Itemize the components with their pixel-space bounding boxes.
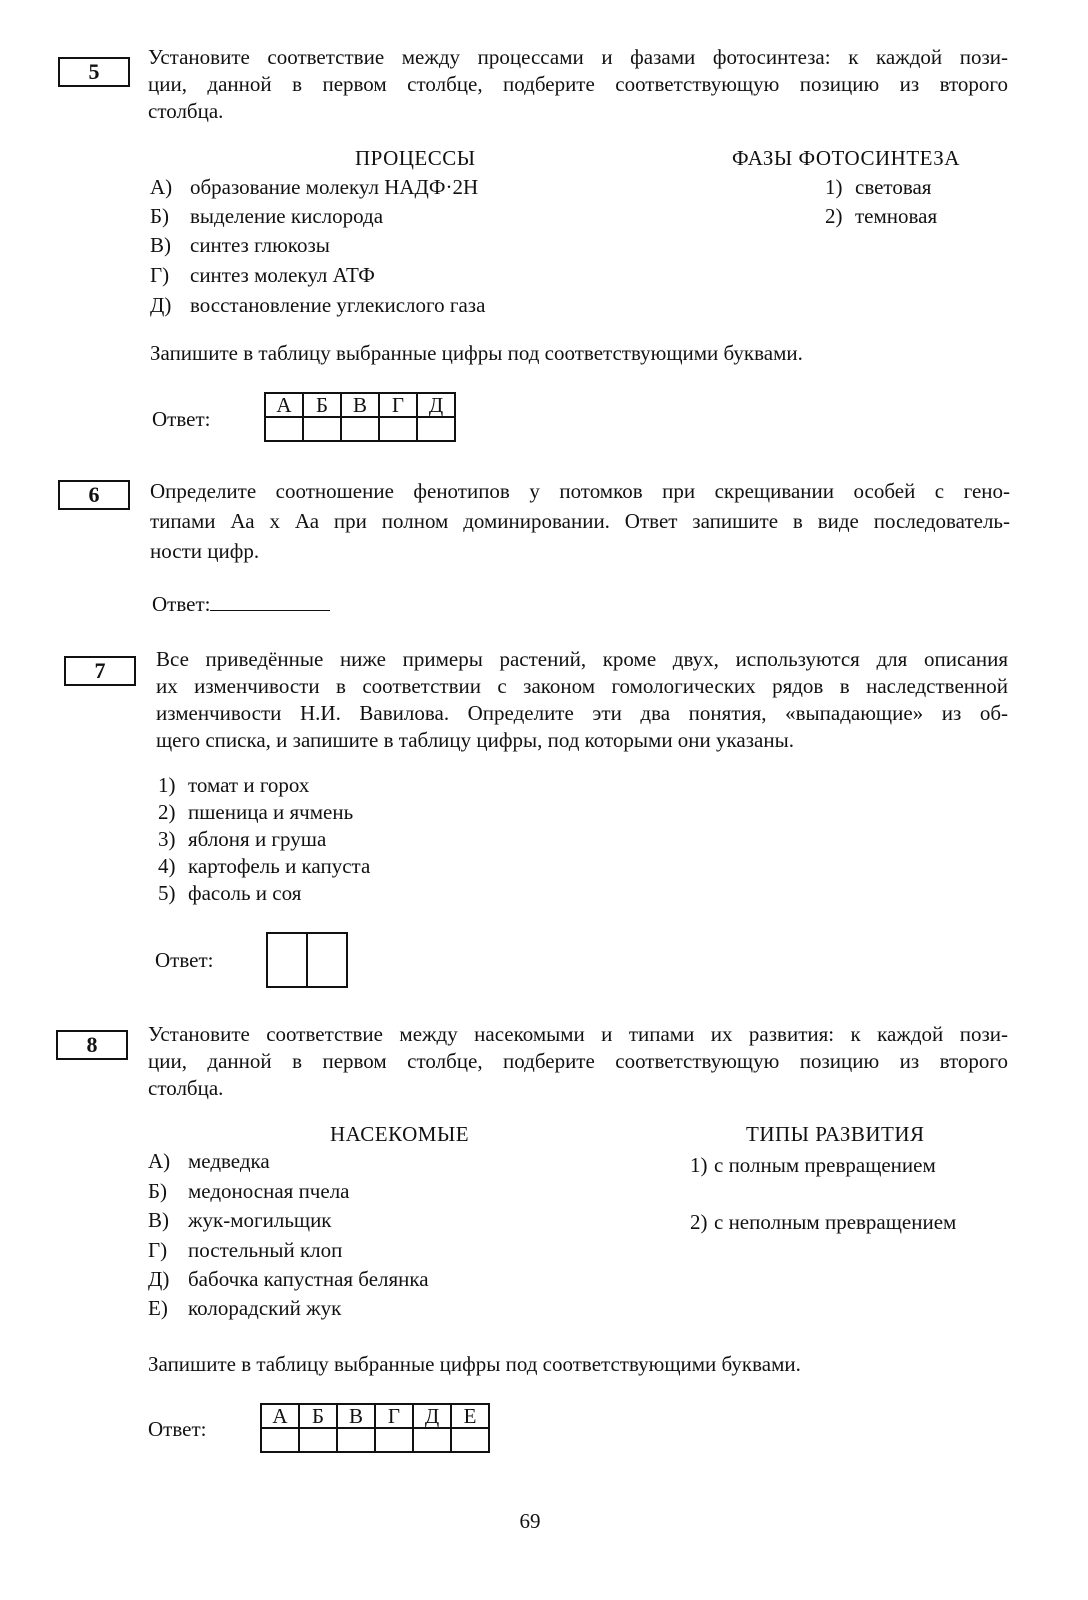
answer-header: В [337,1404,375,1428]
item-label: Д) [148,1267,170,1291]
option-item [825,174,931,201]
item-text: жук-могильщик [188,1208,332,1232]
task-prompt [148,44,1008,125]
answer-cell[interactable] [451,1428,489,1452]
task-number-box: 7 [64,656,136,686]
answer-cell[interactable] [299,1428,337,1452]
list-item [158,880,301,907]
answer-cell[interactable] [267,933,307,987]
answer-cell[interactable] [337,1428,375,1452]
answer-header: Г [379,393,417,417]
option-item [690,1152,936,1179]
list-item [148,1295,341,1322]
task-number-box: 6 [58,480,130,510]
list-item [148,1207,332,1234]
page-number: 69 [519,1509,541,1533]
prompt-line: Установите соответствие между насекомыми и типами их развития: к каждой пози- [148,1022,1008,1046]
item-label: Б) [148,1179,168,1203]
item-label: А) [148,1149,171,1173]
answer-table [260,1403,490,1453]
item-text: образование молекул НАДФ·2Н [190,175,479,199]
list-item [158,799,353,826]
item-text: томат и горох [188,773,310,797]
answer-header: Б [303,393,341,417]
prompt-line: ции, данной в первом столбце, подберите соответствующую позицию из второго [148,72,1008,96]
answer-line[interactable] [152,590,330,618]
item-text: выделение кислорода [190,204,384,228]
answer-boxes [266,932,348,988]
item-text: пшеница и ячмень [188,800,354,824]
prompt-line: столбца. [148,1076,224,1100]
prompt-line: ности цифр. [150,539,260,563]
answer-table [264,392,456,442]
answer-header: Д [417,393,455,417]
item-text: фасоль и соя [188,881,302,905]
answer-cell[interactable] [375,1428,413,1452]
item-text: колорадский жук [188,1296,342,1320]
item-label: Г) [148,1238,168,1262]
list-item [150,203,383,230]
option-text: с неполным превращением [714,1210,957,1234]
instruction: Запишите в таблицу выбранные цифры под соответствующими буквами. [148,1352,801,1376]
list-item [150,262,375,289]
answer-cell[interactable] [341,417,379,441]
item-text: бабочка капустная белянка [188,1267,429,1291]
list-item [148,1178,350,1205]
answer-header: Е [451,1404,489,1428]
answer-blank[interactable] [210,590,330,611]
item-label: 4) [158,854,176,878]
answer-header: Б [299,1404,337,1428]
prompt-line: их изменчивости в соответствии с законом гомологических рядов в наследственной [156,674,1008,698]
column-title: ТИПЫ РАЗВИТИЯ [746,1122,925,1146]
list-item [148,1148,270,1175]
item-label: 1) [158,773,176,797]
answer-header: А [265,393,303,417]
answer-label: Ответ: [155,948,214,972]
answer-cell[interactable] [303,417,341,441]
item-label: А) [150,175,173,199]
item-label: 2) [158,800,176,824]
column-title: НАСЕКОМЫЕ [330,1122,470,1146]
item-label: Е) [148,1296,168,1320]
answer-cell[interactable] [417,417,455,441]
list-item [148,1237,342,1264]
column-title: ФАЗЫ ФОТОСИНТЕЗА [732,146,960,170]
item-label: Б) [150,204,170,228]
item-text: синтез глюкозы [190,233,330,257]
item-text: яблоня и груша [188,827,327,851]
answer-cell[interactable] [307,933,347,987]
option-text: темновая [855,204,938,228]
list-item [158,853,370,880]
item-label: В) [150,233,171,257]
answer-cell[interactable] [413,1428,451,1452]
item-text: медоносная пчела [188,1179,350,1203]
prompt-line: изменчивости Н.И. Вавилова. Определите эти два понятия, «выпадающие» из об- [156,701,1008,725]
answer-label: Ответ: [152,407,211,431]
item-text: постельный клоп [188,1238,343,1262]
task-prompt [148,1021,1008,1102]
task-number-box: 5 [58,57,130,87]
option-item [690,1209,956,1236]
option-item [825,203,937,230]
prompt-line: типами Аа х Аа при полном доминировании. Ответ запишите в виде последователь- [150,509,1010,533]
option-label: 1) [690,1153,708,1177]
prompt-line: столбца. [148,99,224,123]
answer-cell[interactable] [265,417,303,441]
list-item [150,174,478,201]
option-label: 2) [690,1210,708,1234]
answer-header: Г [375,1404,413,1428]
list-item [150,292,485,319]
prompt-line: Определите соотношение фенотипов у потомков при скрещивании особей с гено- [150,479,1010,503]
answer-header: Д [413,1404,451,1428]
answer-header: А [261,1404,299,1428]
task-prompt [150,476,1010,566]
item-text: восстановление углекислого газа [190,293,486,317]
answer-label: Ответ: [148,1417,207,1441]
task-prompt [156,646,1008,754]
option-label: 1) [825,175,843,199]
item-label: 5) [158,881,176,905]
item-label: Д) [150,293,172,317]
item-label: В) [148,1208,169,1232]
option-text: световая [855,175,932,199]
prompt-line: ции, данной в первом столбце, подберите соответствующую позицию из второго [148,1049,1008,1073]
list-item [148,1266,429,1293]
option-label: 2) [825,204,843,228]
option-text: с полным превращением [714,1153,936,1177]
column-title: ПРОЦЕССЫ [355,146,476,170]
prompt-line: Все приведённые ниже примеры растений, кроме двух, используются для описания [156,647,1008,671]
prompt-line: щего списка, и запишите в таблицу цифры, под которыми они указаны. [156,728,794,752]
item-label: 3) [158,827,176,851]
task-number-box: 8 [56,1030,128,1060]
item-text: медведка [188,1149,270,1173]
prompt-line: Установите соответствие между процессами и фазами фотосинтеза: к каждой пози- [148,45,1008,69]
instruction: Запишите в таблицу выбранные цифры под соответствующими буквами. [150,341,803,365]
answer-header: В [341,393,379,417]
item-label: Г) [150,263,170,287]
answer-cell[interactable] [379,417,417,441]
list-item [158,826,326,853]
answer-label: Ответ: [152,592,211,616]
list-item [158,772,309,799]
item-text: синтез молекул АТФ [190,263,375,287]
list-item [150,232,330,259]
answer-cell[interactable] [261,1428,299,1452]
item-text: картофель и капуста [188,854,371,878]
